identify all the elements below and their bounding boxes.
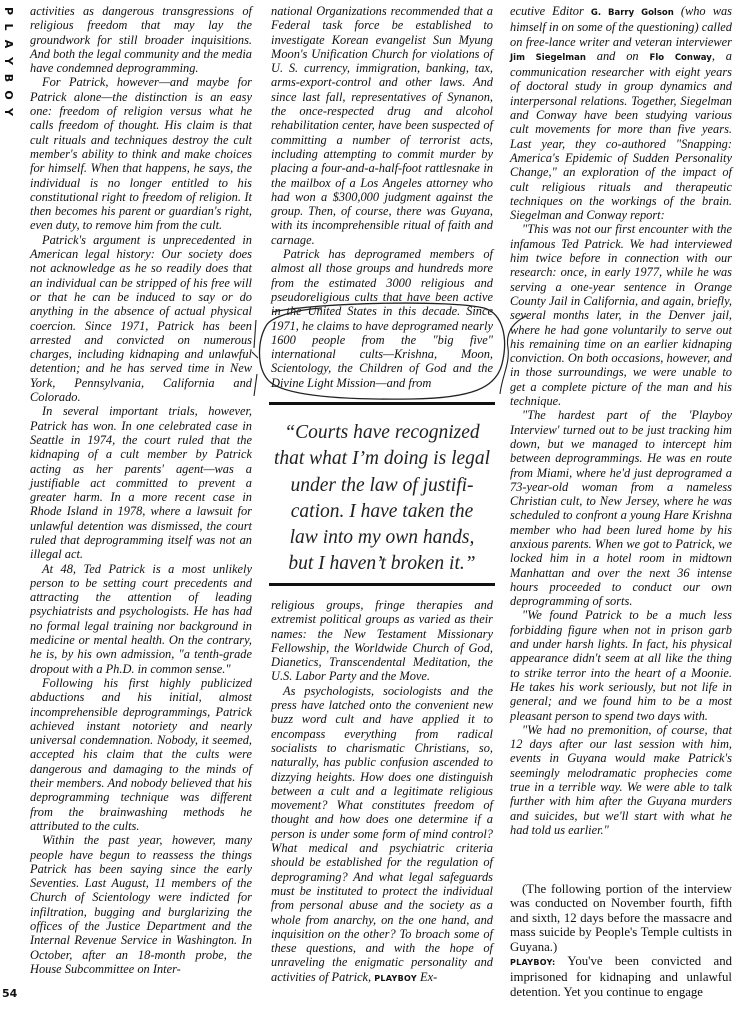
paragraph-text: As psychologists, sociologists and the press have latched onto the convenient new buzz word cult and have applied it to encompass everything from radical socialists to charismatic Christians, so, naturally, has public confusion ascended to dizzying heights. How does one distinguish between a cult and a legitimate religious movement? What constitutes freedom of thought and how does one determine if a person is under some form of mind control? What medical and psychiatric criteria should be established for the regulation of deprograming? And what legal safeguards must be instituted to protect the individual from personal abuse and the society as a whole from anarchy, on the one hand, and inquisition on the other? To broach some of these questions, and with the hope of unraveling the enigmatic personality and activities of Patrick, bbox=[271, 683, 493, 984]
pull-quote-line: but I haven’t broken it.” bbox=[288, 553, 476, 575]
masthead-letter: L bbox=[2, 23, 15, 31]
person-name: G. Barry Golson bbox=[590, 8, 674, 18]
paragraph: national Organizations recommended that a Federal task force be established to investigate Korean evangelist Sun Myung Moon's Unification Church for violations of U. S. currency, immigration, banking, tax, arms-export-control and other laws. And since last fall, representatives of Synanon, the once-respected drug and alcohol rehabilitation center, have been suspected of committing a number of terrorist acts, including attempting to commit murder by placing a four-and-a-half-foot rattlesnake in the mailbox of a Los Angeles attorney who had won a $300,000 judgment against the group. Then, of course, there was Guyana, with its incomprehensible ritual of faith and carnage. bbox=[271, 4, 493, 247]
pull-quote-line: “Courts have recognized bbox=[284, 422, 480, 443]
masthead-letter: Y bbox=[2, 57, 15, 65]
paragraph: At 48, Ted Patrick is a most unlikely person to be setting court precedents and attracting the attention of leading psychiatrists and psychologists. He has had no formal legal training nor background in medicine or mental health. On the contrary, he is, by his own admission, "a tenth-grade dropout with a Ph.D. in common sense." bbox=[30, 561, 252, 676]
column-1 bbox=[30, 4, 252, 976]
paragraph: For Patrick, however—and maybe for Patrick alone—the distinction is an easy one: freedom of religion versus what he calls freedom of thought. His claim is that cult rituals and techniques destroy the cult member's ability to think and make choices for himself. When that happens, he says, the individual is no longer entitled to his constitutional right to freedom of religion. It then becomes his parent or guardian's right, even duty, to remove him from the cult. bbox=[30, 75, 252, 233]
pull-quote-line: cation. I have taken the bbox=[290, 500, 474, 522]
playboy-masthead-vertical bbox=[0, 0, 16, 230]
paragraph: "This was not our first encounter with the infamous Ted Patrick. We had interviewed him twice before in connection with our research: once, in early 1977, while he was serving a one-year sentence in Orange County Jail in California, and again, briefly, several months later, in the Denver jail, where he had gone voluntarily to serve out his remaining time on an earlier kidnaping conviction. On both occasions, however, and in those surroundings, we were unable to get a complete picture of the man and his technique. bbox=[510, 222, 732, 409]
paragraph: "We had no premonition, of course, that 12 days after our last session with him, events in Guyana would make Patrick's seemingly melodramatic prophecies come true in a terrible way. We were able to talk further with him after the Guyana murders and suicides, but we'll start with what he had told us earlier." bbox=[510, 722, 732, 837]
column-2-continued bbox=[271, 598, 493, 986]
paragraph-text: ecutive Editor bbox=[510, 4, 591, 18]
paragraph: In several important trials, however, Patrick has won. In one celebrated case in Seattle in 1974, the court ruled that the kidnaping of a cult member by Patrick acting as her parents' agent—was a justifiable act committed to prevent a greater harm. In a more recent case in Rhode Island in 1978, where a lawsuit for unlawful detention was dismissed, the court ruled that deprogramming itself was not an illegal act. bbox=[30, 404, 252, 562]
paragraph: Patrick's argument is unprecedented in American legal history: Our society does not acknowledge as he so readily does that an individual can be stripped of his free will or that he can be induced to say or do anything in the absence of actual physical coercion. Since 1971, Patrick has been arrested and convicted on numerous charges, including kidnaping and unlawful detention; and he has served time in New York, Pennsylvania, California and Colorado. bbox=[30, 232, 252, 405]
paragraph: "The hardest part of the 'Playboy Interview' turned out to be just tracking him down, but we managed to intercept him between deprogrammings. He was en route from Miami, where he'd just deprogramed a 73-year-old woman from a nameless Christian cult, to New Jersey, where he was scheduled to confront a young Hare Krishna member who had been lured home by his anxious parents. When we got to Patrick, we locked him in a hotel room in midtown Manhattan and over the next 36 intense hours proceeded to conduct our own deprogramming of sorts. bbox=[510, 408, 732, 609]
masthead-letter: A bbox=[2, 39, 15, 49]
speaker-label: PLAYBOY: bbox=[510, 958, 556, 968]
person-name: Flo Conway bbox=[649, 52, 712, 63]
pull-quote bbox=[269, 402, 495, 586]
paragraph bbox=[271, 684, 493, 986]
paragraph-text: , a communication researcher with eight years of doctoral study in group dynamics and interpersonal relations. Together, Siegelman and Conway have been studying various cult movements for more than five years. Last year, they co-authored "Snapping: America's Epidemic of Sudden Personality Change," an exploration of the impact of cult religious rituals and therapeutic techniques on the workings of the brain. Siegelman and Conway report: bbox=[510, 48, 733, 223]
person-name: Jim Siegelman bbox=[510, 52, 586, 63]
question-text: You've been convicted and imprisoned for kidnaping and unlawful detention. Yet you continue to engage bbox=[510, 954, 732, 999]
paragraph: "We found Patrick to be a much less forbidding figure when not in prison garb and under harsh lights. In fact, his physical appearance didn't seem at all like the thing to strike terror into the heart of a Moonie. He takes his work seriously, but not life in general; and we found him to be a most pleasant person to spend two days with. bbox=[510, 608, 732, 723]
column-2 bbox=[271, 4, 493, 390]
interview-intro bbox=[510, 882, 732, 999]
column-3 bbox=[510, 4, 732, 837]
paragraph-text: (who was himself in on some of the questioning) called on free-lance writer and veteran interviewer bbox=[510, 4, 732, 49]
paragraph bbox=[510, 4, 732, 222]
interview-question bbox=[510, 954, 732, 999]
editor-note: (The following portion of the interview was conducted on November fourth, fifth and sixth, 12 days before the massacre and mass suicide by People's Temple cultists in Guyana.) bbox=[510, 882, 732, 954]
paragraph-text: Ex- bbox=[416, 969, 438, 984]
paragraph: Patrick has deprogramed members of almost all those groups and hundreds more from the estimated 3000 religious and pseudoreligious cults that have been active in the United States in this decade. Since 1971, he claims to have deprogramed nearly 1600 people from the "big five" international cults—Krishna, Moon, Scientology, the Children of God and the Divine Light Mission—and from bbox=[271, 247, 493, 390]
pull-quote-line: that what I’m doing is legal bbox=[273, 448, 491, 470]
pull-quote-line: law into my own hands, bbox=[289, 527, 475, 549]
page-number: 54 bbox=[2, 987, 18, 1000]
masthead-letter: O bbox=[2, 90, 15, 100]
masthead-letter: P bbox=[2, 6, 15, 16]
playboy-smallcaps: PLAYBOY bbox=[374, 973, 417, 983]
masthead-letter: B bbox=[2, 73, 15, 83]
paragraph: activities as dangerous transgressions of religious freedom that may lay the groundwork for still broader inquisitions. And both the legal community and the media have condemned deprogramming. bbox=[30, 4, 252, 76]
paragraph: Following his first highly publicized abductions and his initial, almost incomprehensible deprogrammings, Patrick achieved instant notoriety and nearly universal condemnation. Nobody, it seemed, accepted his claim that the cults were dangerous and damaging to the minds of their members. And nobody believed that his deprogramming technique was different from the brainwashing methods he attributed to the cults. bbox=[30, 675, 252, 833]
paragraph: religious groups, fringe therapies and extremist political groups as varied as their names: the New Testament Missionary Fellowship, the Worldwide Church of God, Dianetics, Transcendental Meditation, the U.S. Labor Party and the Move. bbox=[271, 598, 493, 684]
pull-quote-line: under the law of justifi- bbox=[290, 474, 474, 496]
paragraph-text: and on bbox=[585, 48, 650, 63]
paragraph: Within the past year, however, many people have begun to reassess the things Patrick has been saying since the early Seventies. Last August, 11 members of the Church of Scientology were indicted for infiltration, bugging and burglarizing the offices of the Justice Department and the Internal Revenue Service in Washington. In October, after an 18-month probe, the House Subcommittee on Inter- bbox=[30, 833, 252, 976]
masthead-letter: Y bbox=[2, 108, 15, 116]
